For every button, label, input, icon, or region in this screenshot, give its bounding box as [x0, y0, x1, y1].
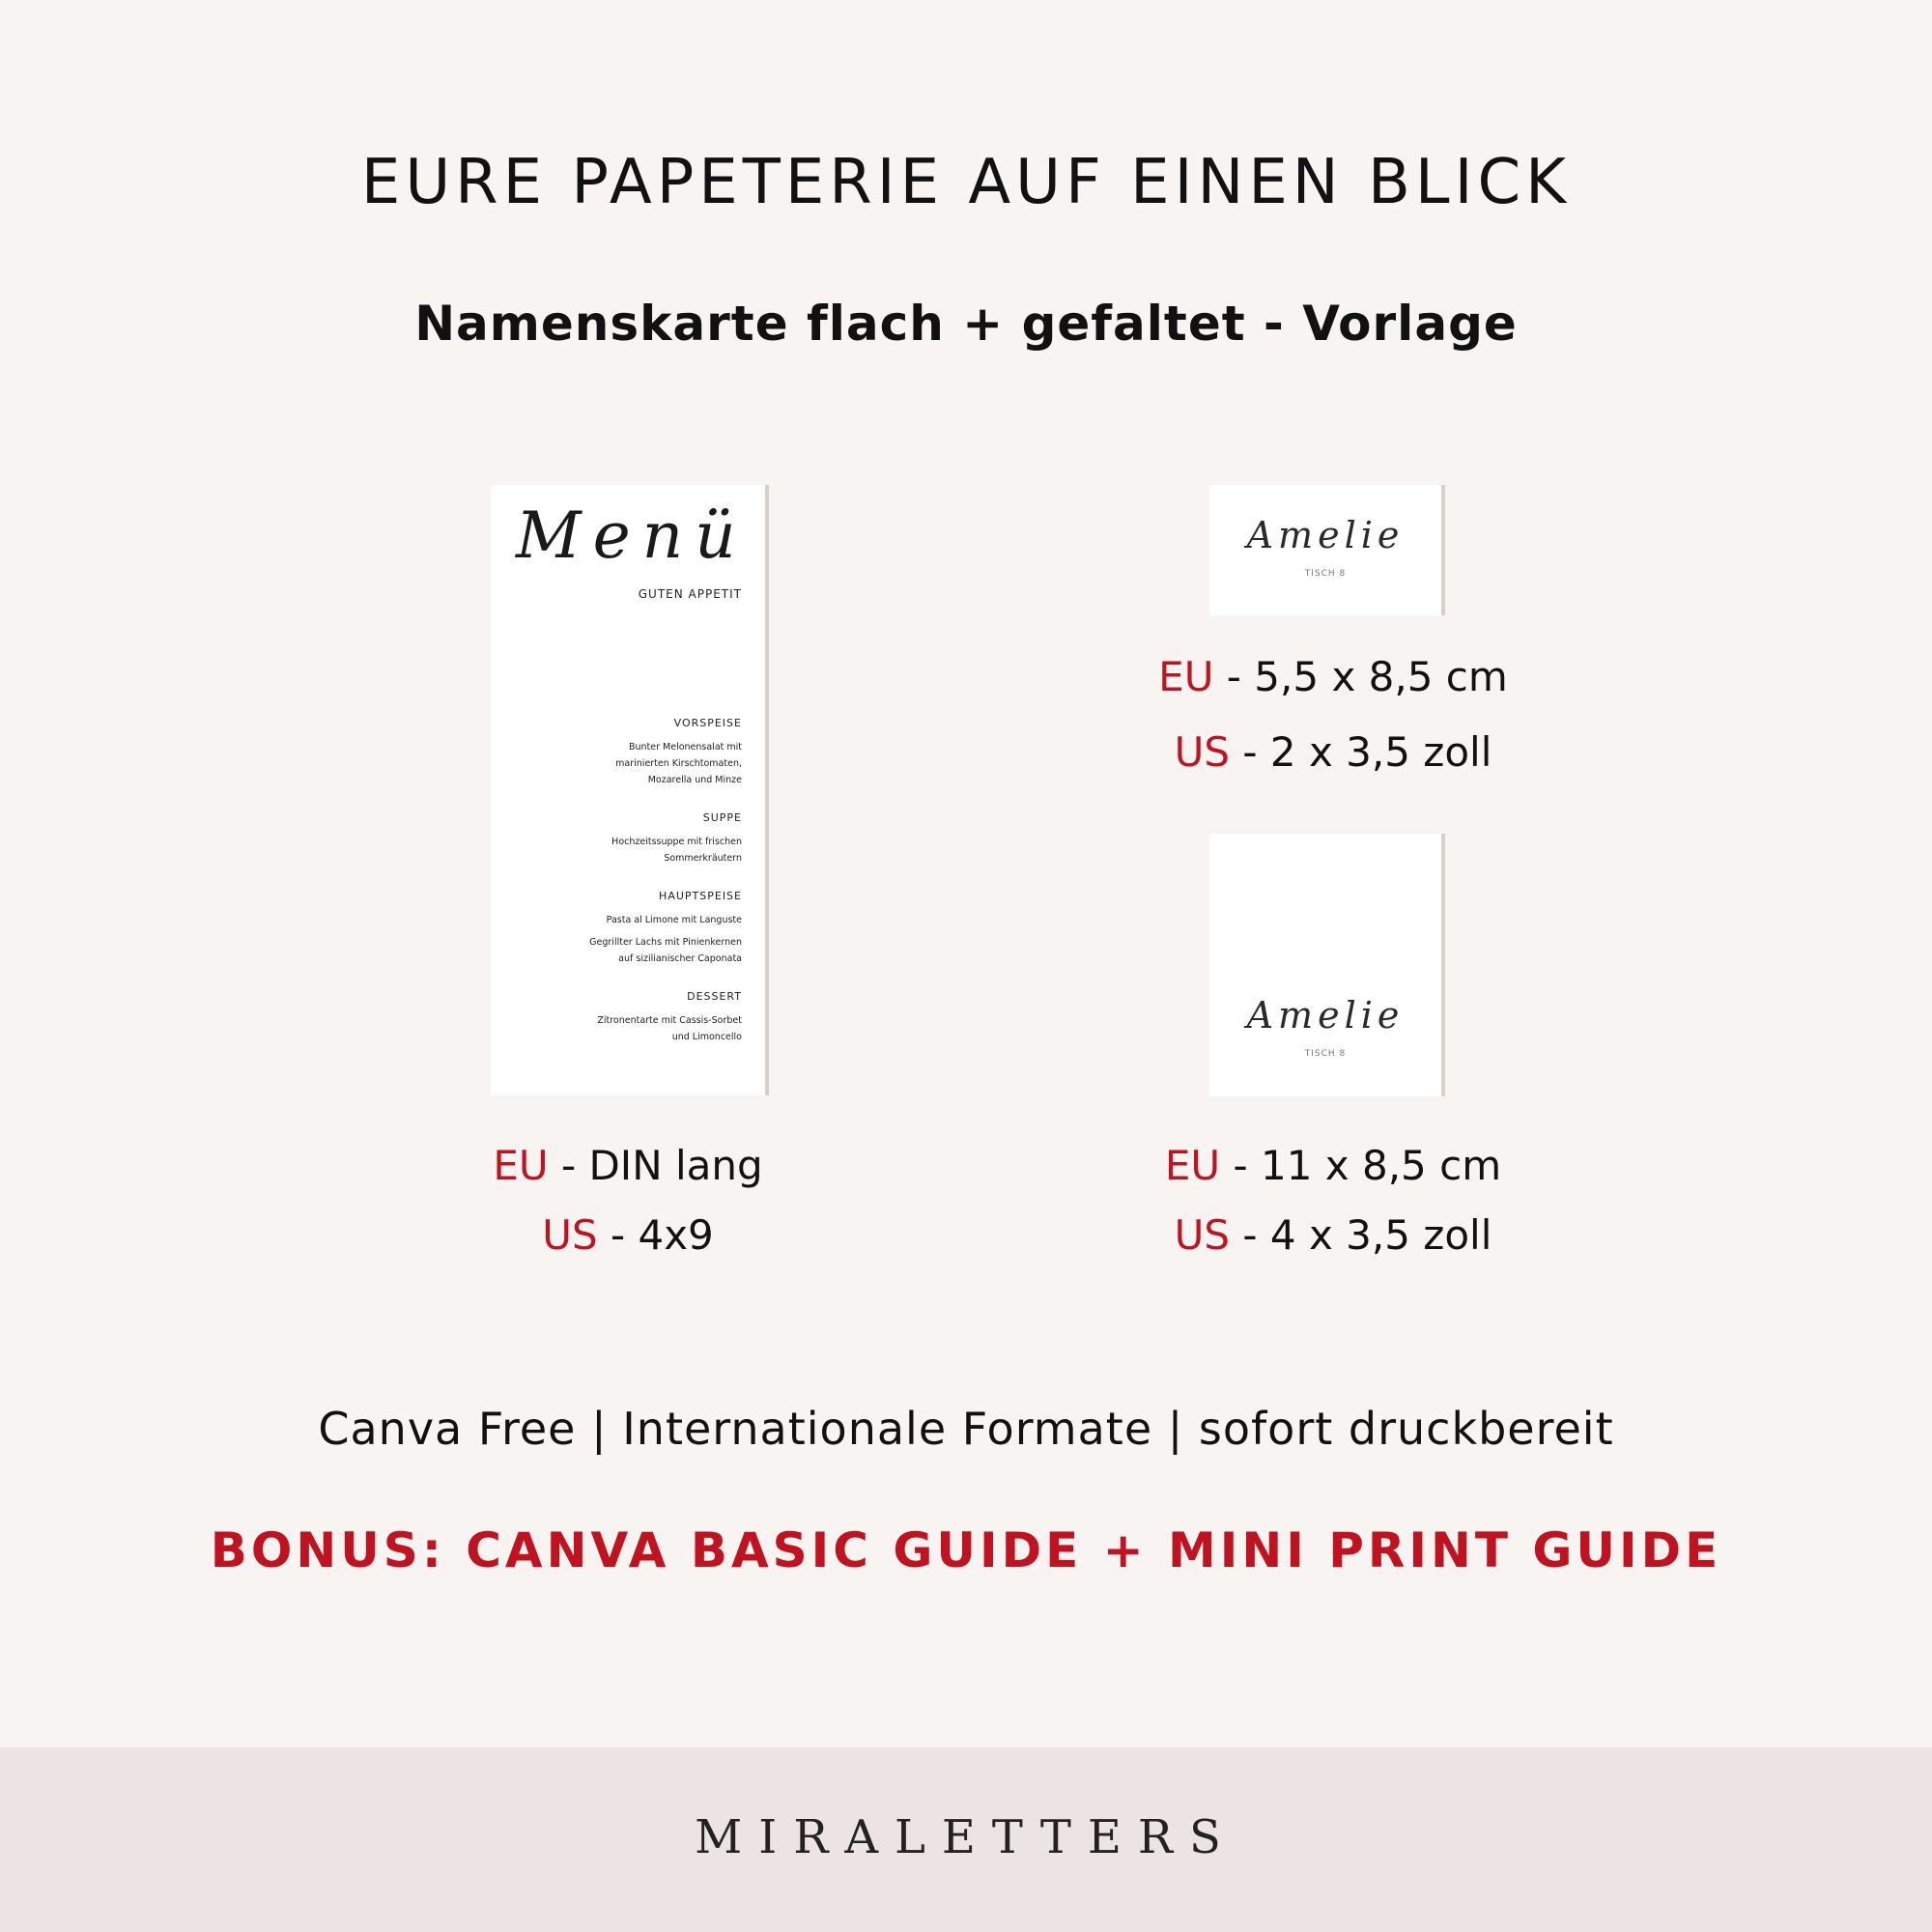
menu-section	[529, 717, 742, 788]
menu-tagline: GUTEN APPETIT	[638, 587, 742, 601]
menu-section-title: HAUPTSPEISE	[659, 890, 742, 902]
menu-line: Pasta al Limone mit Languste	[606, 915, 742, 925]
menu-card-size-eu	[425, 1142, 831, 1189]
folded-card-size-us	[1130, 1211, 1536, 1259]
menu-line: auf sizilianischer Caponata	[618, 953, 742, 964]
size-eu-label: EU	[1164, 1142, 1221, 1189]
menu-line: marinierten Kirschtomaten,	[615, 758, 742, 769]
menu-line: Gegrillter Lachs mit Pinienkernen	[589, 937, 742, 948]
menu-line: Mozarella und Minze	[647, 775, 742, 785]
bonus-banner: BONUS: CANVA BASIC GUIDE + MINI PRINT GUIDE	[210, 1522, 1722, 1578]
menu-line: Sommerkräutern	[664, 853, 742, 864]
page-title: EURE PAPETERIE AUF EINEN BLICK	[360, 147, 1572, 218]
menu-section	[529, 990, 742, 1045]
menu-courses	[529, 717, 742, 1045]
menu-line: Hochzeitssuppe mit frischen	[611, 837, 742, 847]
size-us-value: - 4 x 3,5 zoll	[1230, 1211, 1492, 1259]
size-us-label: US	[542, 1211, 598, 1259]
size-eu-value: - 11 x 8,5 cm	[1220, 1142, 1502, 1189]
feature-list: Canva Free | Internationale Formate | sofort druckbereit	[318, 1403, 1614, 1455]
size-eu-value: - 5,5 x 8,5 cm	[1213, 653, 1508, 700]
menu-section-title: VORSPEISE	[673, 717, 742, 729]
menu-section	[529, 811, 742, 867]
size-eu-value: - DIN lang	[548, 1142, 763, 1189]
flat-card-size-us	[1130, 728, 1536, 776]
menu-line: und Limoncello	[671, 1032, 742, 1042]
brand-logo: MIRALETTERS	[695, 1810, 1237, 1864]
menu-section-title: DESSERT	[687, 990, 742, 1003]
folded-name-card-preview	[1209, 834, 1441, 1096]
flat-name-card-preview	[1209, 485, 1441, 615]
menu-card-size-us	[425, 1211, 831, 1259]
size-eu-label: EU	[493, 1142, 549, 1189]
table-number: TISCH 8	[1304, 1049, 1347, 1059]
size-eu-label: EU	[1158, 653, 1214, 700]
flat-card-size-eu	[1130, 653, 1536, 700]
menu-script-title: Menü	[516, 498, 748, 573]
size-us-value: - 2 x 3,5 zoll	[1230, 728, 1492, 776]
menu-section-title: SUPPE	[702, 811, 742, 824]
folded-card-size-eu	[1130, 1142, 1536, 1189]
table-number: TISCH 8	[1304, 569, 1347, 579]
size-us-label: US	[1174, 1211, 1231, 1259]
menu-card-preview	[491, 485, 765, 1095]
guest-name-script: Amelie	[1246, 514, 1405, 556]
guest-name-script: Amelie	[1246, 994, 1405, 1037]
menu-line: Bunter Melonensalat mit	[628, 742, 742, 753]
page-subtitle: Namenskarte flach + gefaltet - Vorlage	[414, 296, 1518, 352]
menu-section	[529, 890, 742, 967]
size-us-value: - 4x9	[597, 1211, 714, 1259]
menu-line: Zitronentarte mit Cassis-Sorbet	[597, 1015, 742, 1026]
size-us-label: US	[1174, 728, 1231, 776]
